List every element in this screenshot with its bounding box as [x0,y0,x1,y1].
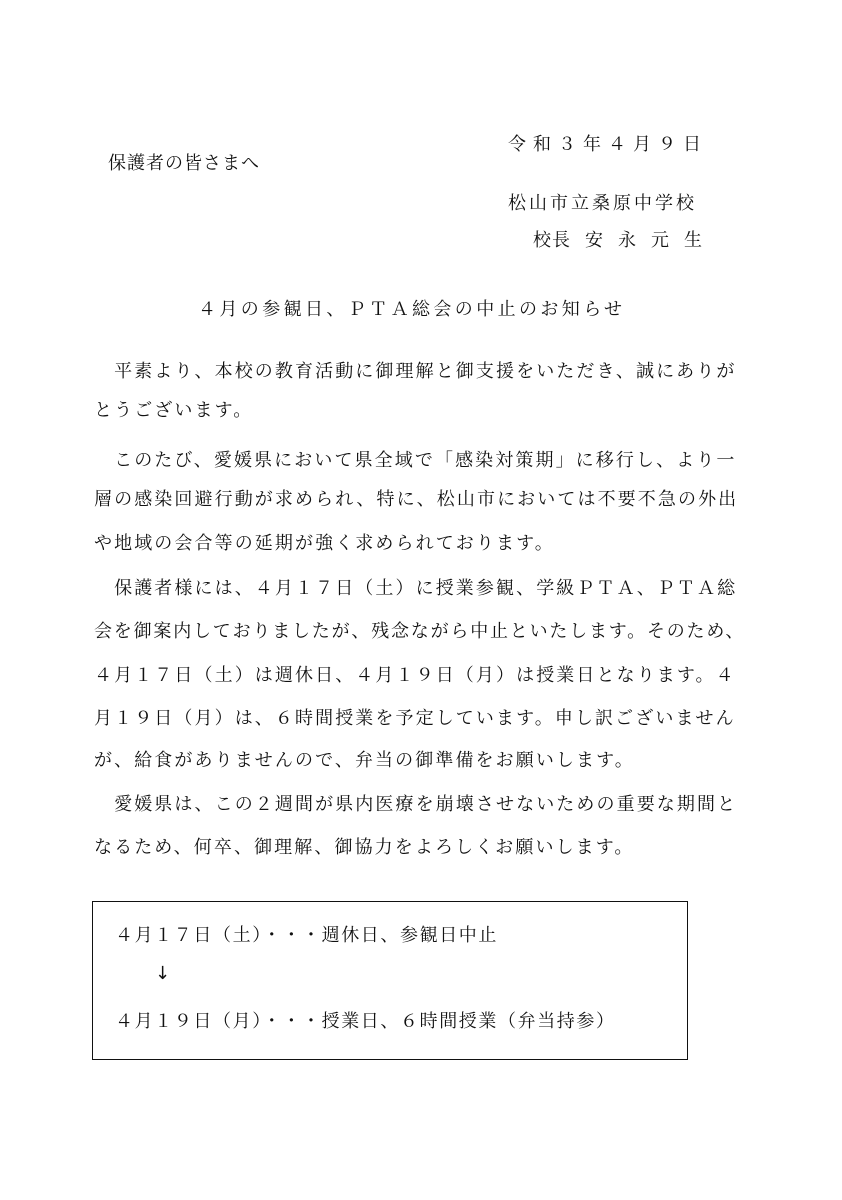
principal-line [533,232,717,250]
schedule-change-box [92,901,688,1060]
notice-title: ４月の参観日、ＰＴＡ総会の中止のお知らせ [198,299,626,320]
body-line: 平素より、本校の教育活動に御理解と御支援をいただき、誠にありが [94,361,737,382]
body-line: 会を御案内しておりましたが、残念ながら中止といたします。そのため、 [94,621,746,642]
body-line: このたび、愛媛県において県全域で「感染対策期」に移行し、より一 [94,450,737,471]
school-name: 松山市立桑原中学校 [508,193,697,214]
schedule-line-class-day: ４月１９日（月）・・・授業日、６時間授業（弁当持参） [115,1011,616,1032]
body-line: 月１９日（月）は、６時間授業を予定しています。申し訳ございません [94,708,736,729]
recipient-line: 保護者の皆さまへ [108,153,260,174]
body-line: 愛媛県は、この２週間が県内医療を崩壊させないための重要な期間と [94,794,738,815]
body-line: とうございます。 [94,400,254,421]
down-arrow-icon: ↓ [155,963,171,984]
principal-name: 安永元生 [585,230,717,251]
body-line: が、給食がありませんので、弁当の御準備をお願いします。 [94,750,635,771]
principal-title: 校長 [533,230,571,251]
body-line: 保護者様には、４月１７日（土）に授業参観、学級ＰＴＡ、ＰＴＡ総 [94,578,738,599]
issue-date: 令和３年４月９日 [508,134,708,155]
body-line: や地域の会合等の延期が強く求められております。 [94,533,555,554]
body-line: なるため、何卒、御理解、御協力をよろしくお願いします。 [94,837,635,858]
schedule-line-cancelled: ４月１７日（土）・・・週休日、参観日中止 [115,925,498,946]
body-line: ４月１７日（土）は週休日、４月１９日（月）は授業日となります。４ [94,665,736,686]
body-line: 層の感染回避行動が求められ、特に、松山市においては不要不急の外出 [94,489,739,510]
